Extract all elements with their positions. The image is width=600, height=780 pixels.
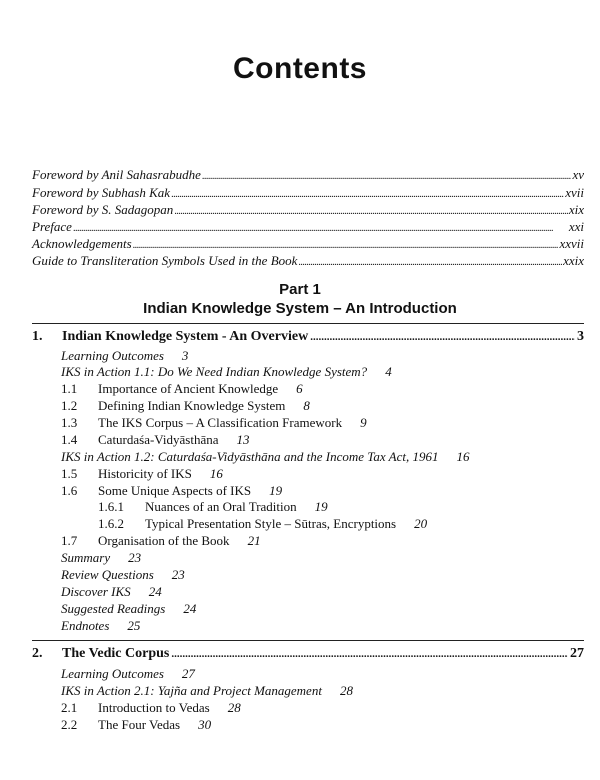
toc-label: Acknowledgements [32, 236, 132, 251]
toc-label: Endnotes [61, 618, 110, 633]
toc-page: 3 [181, 348, 189, 363]
toc-label: The Four Vedas [98, 717, 181, 732]
toc-page: xxi [568, 219, 584, 234]
section-number: 1.4 [61, 432, 78, 447]
section-number: 1.6.1 [98, 499, 124, 514]
chapter-page: 3 [577, 329, 584, 344]
section-number: 1.2 [61, 398, 78, 413]
leader-dots [73, 221, 568, 237]
toc-entry[interactable] [61, 483, 282, 499]
toc-entry[interactable] [61, 717, 211, 733]
toc-entry[interactable] [98, 516, 427, 532]
part-label: Part 1 [279, 281, 321, 298]
section-number: 1.3 [61, 415, 78, 430]
section-number: 1.5 [61, 466, 78, 481]
toc-label: Foreword by S. Sadagopan [32, 202, 174, 217]
toc-page: 23 [128, 550, 142, 565]
toc-page: 16 [209, 466, 223, 481]
section-number: 1.7 [61, 533, 78, 548]
page-title: Contents [233, 52, 367, 85]
toc-label: Organisation of the Book [98, 533, 230, 548]
toc-page: xxix [563, 253, 584, 268]
leader-dots [310, 331, 575, 343]
toc-page: 24 [148, 584, 162, 599]
toc-label: Introduction to Vedas [98, 700, 210, 715]
toc-label: Nuances of an Oral Tradition [145, 499, 297, 514]
toc-front-matter-item[interactable] [32, 167, 584, 183]
toc-entry[interactable] [61, 550, 141, 566]
toc-front-matter-item[interactable] [32, 219, 584, 235]
toc-page: 6 [296, 381, 303, 396]
toc-label: The IKS Corpus – A Classification Framework [98, 415, 343, 430]
toc-entry[interactable] [61, 683, 353, 699]
toc-page: 25 [127, 618, 141, 633]
toc-page: xxvii [559, 236, 584, 251]
divider [32, 323, 584, 324]
toc-front-matter-item[interactable] [32, 202, 584, 218]
toc-label: Preface [32, 219, 72, 234]
toc-entry[interactable] [61, 666, 195, 682]
section-number: 1.6 [61, 483, 78, 498]
toc-label: Foreword by Subhash Kak [32, 185, 171, 200]
toc-entry[interactable] [61, 567, 185, 583]
toc-entry[interactable] [61, 348, 188, 364]
leader-dots [174, 204, 568, 220]
leader-dots [133, 238, 559, 254]
toc-label: Foreword by Anil Sahasrabudhe [32, 167, 201, 182]
toc-entry[interactable] [61, 618, 140, 634]
toc-page: 16 [456, 449, 470, 464]
leader-dots [202, 169, 572, 185]
part-title: Indian Knowledge System – An Introduction [143, 300, 457, 317]
toc-page: 24 [183, 601, 197, 616]
chapter-title: Indian Knowledge System - An Overview [62, 329, 309, 344]
toc-chapter-2[interactable] [32, 646, 584, 664]
toc-label: Guide to Transliteration Symbols Used in the Book [32, 253, 298, 268]
chapter-number: 1. [32, 329, 43, 344]
toc-label: Defining Indian Knowledge System [98, 398, 286, 413]
toc-entry[interactable] [61, 601, 196, 617]
toc-page: 21 [247, 533, 261, 548]
toc-entry[interactable] [61, 432, 250, 448]
toc-label: Discover IKS [61, 584, 131, 599]
toc-page: 28 [339, 683, 353, 698]
toc-page: 9 [360, 415, 367, 430]
section-number: 1.1 [61, 381, 78, 396]
toc-entry[interactable] [61, 381, 303, 397]
toc-page: 30 [198, 717, 212, 732]
toc-entry[interactable] [98, 499, 328, 515]
toc-front-matter-item[interactable] [32, 185, 584, 201]
toc-page: xv [572, 167, 584, 182]
toc-label: Caturdaśa-Vidyāsthāna [98, 432, 219, 447]
toc-label: IKS in Action 1.1: Do We Need Indian Knowledge System? [61, 364, 368, 379]
toc-label: Review Questions [61, 567, 154, 582]
toc-label: Importance of Ancient Knowledge [98, 381, 279, 396]
leader-dots [171, 187, 564, 203]
chapter-page: 27 [570, 646, 584, 661]
toc-entry[interactable] [61, 584, 162, 600]
toc-label: Some Unique Aspects of IKS [98, 483, 252, 498]
toc-page: 19 [269, 483, 283, 498]
toc-page: 28 [227, 700, 241, 715]
toc-label: Typical Presentation Style – Sūtras, Encryptions [145, 516, 397, 531]
toc-label: IKS in Action 1.2: Caturdaśa-Vidyāsthāna and the Income Tax Act, 1961 [61, 449, 439, 464]
toc-page: 4 [385, 364, 392, 379]
toc-label: Suggested Readings [61, 601, 166, 616]
toc-entry[interactable] [61, 415, 367, 431]
toc-page: 20 [414, 516, 428, 531]
toc-page: 27 [181, 666, 195, 681]
leader-dots [171, 648, 568, 660]
section-number: 1.6.2 [98, 516, 124, 531]
leader-dots [298, 255, 562, 271]
toc-front-matter-item[interactable] [32, 236, 584, 252]
toc-entry[interactable] [61, 398, 310, 414]
toc-front-matter-item[interactable] [32, 253, 584, 269]
toc-entry[interactable] [61, 533, 261, 549]
toc-label: Learning Outcomes [61, 348, 164, 363]
toc-page: 8 [303, 398, 310, 413]
toc-page: 23 [171, 567, 185, 582]
toc-page: xix [568, 202, 584, 217]
section-number: 2.2 [61, 717, 78, 732]
chapter-title: The Vedic Corpus [62, 646, 170, 661]
toc-label: IKS in Action 2.1: Yajña and Project Management [61, 683, 322, 698]
divider [32, 640, 584, 641]
toc-label: Summary [61, 550, 111, 565]
toc-entry[interactable] [61, 449, 469, 465]
toc-label: Historicity of IKS [98, 466, 192, 481]
toc-entry[interactable] [61, 364, 392, 380]
toc-page: xvii [565, 185, 584, 200]
toc-chapter-1[interactable] [32, 329, 584, 347]
toc-page: 19 [314, 499, 328, 514]
section-number: 2.1 [61, 700, 78, 715]
toc-page: 13 [236, 432, 250, 447]
toc-entry[interactable] [61, 466, 223, 482]
chapter-number: 2. [32, 646, 43, 661]
toc-label: Learning Outcomes [61, 666, 164, 681]
toc-entry[interactable] [61, 700, 241, 716]
